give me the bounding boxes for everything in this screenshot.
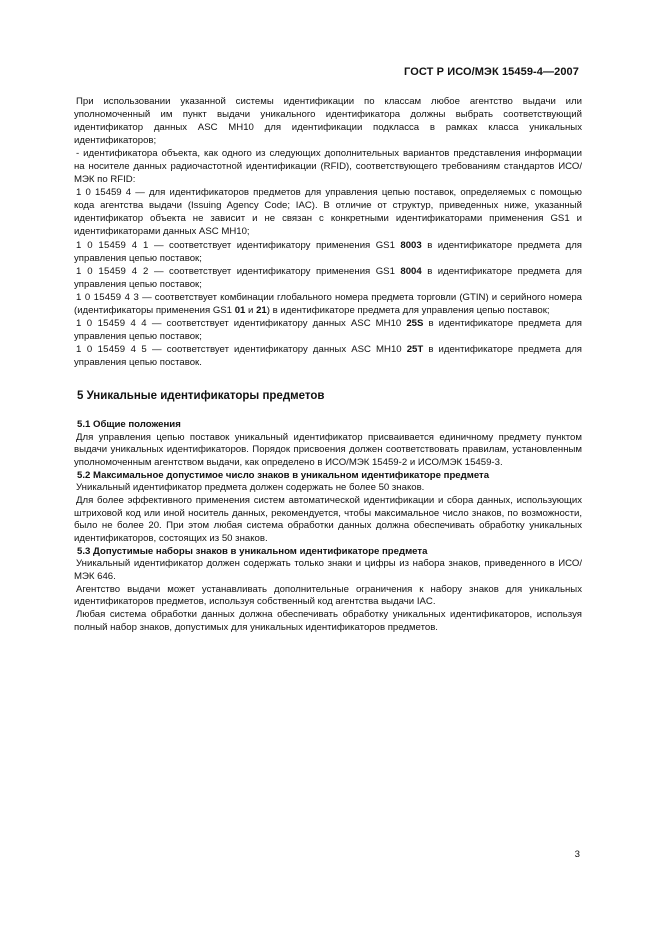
paragraph: При использовании указанной системы идентификации по классам любое агентство выдачи или уполномоченный им пункт выдачи уникального идентификатора должны выбрать соответствующий идентификатор данных ASC MH10 для идентификации подкласса в рамках класса уникальных идентификаторов; xyxy=(74,96,582,147)
paragraph: - идентификатора объекта, как одного из следующих дополнительных вариантов представления информации на носителе данных радиочастотной идентификации (RFID), соответствующего требованиям стандартов ИСО/МЭК по RFID: xyxy=(74,148,582,186)
paragraph: 1 0 15459 4 — для идентификаторов предметов для управления цепью поставок, определяемых с помощью кода агентства выдачи (Issuing Agency Code; IAC). В отличие от структур, приведенных ниже, указанный идентификатор объекта не зависит и не связан с конкретными идентификаторами применения GS1 и идентификаторами данных ASC MH10; xyxy=(74,187,582,238)
page-number: 3 xyxy=(574,849,580,860)
oid-item: 1 0 15459 4 4 — соответствует идентификатору данных ASC MH10 25S в идентификаторе предмета для управления цепью поставок; xyxy=(74,317,583,342)
paragraph: Уникальный идентификатор предмета должен содержать не более 50 знаков. xyxy=(76,482,425,494)
subsection-title: 5.2 Максимальное допустимое число знаков в уникальном идентификаторе предмета xyxy=(77,469,490,481)
subsection-title: 5.1 Общие положения xyxy=(77,419,181,430)
paragraph: Для более эффективного применения систем автоматической идентификации и сбора данных, использующих штриховой код или иной носитель данных, рекомендуется, чтобы максимальное число знаков, по возможности, было не более 20. При этом любая система обработки данных должна обеспечивать обработку уникальных идентификаторов, состоящих из 50 знаков. xyxy=(74,494,582,544)
oid-item: 1 0 15459 4 5 — соответствует идентификатору данных ASC MH10 25T в идентификаторе предмета для управления цепью поставок. xyxy=(74,343,582,368)
paragraph: Для управления цепью поставок уникальный идентификатор присваивается единичному предмету пунктом выдачи уникальных идентификаторов. Порядок присвоения должен соответствовать правилам, установленным уполномоченным агентством выдачи, как определено в ИСО/МЭК 15459-2 и ИСО/МЭК 15459-3. xyxy=(74,431,582,468)
section5-body xyxy=(74,419,582,634)
oid-item: 1 0 15459 4 3 — соответствует комбинации глобального номера предмета торговли (GTIN) и серийного номера (идентификаторы применения GS1 01 и 21) в идентификаторе предмета для управления цепью поставок; xyxy=(74,291,582,316)
paragraph: Агентство выдачи может устанавливать дополнительные ограничения к набору знаков для уникальных идентификаторов предметов, используя собственный код агентства выдачи IAC. xyxy=(74,583,582,608)
oid-item: 1 0 15459 4 2 — соответствует идентификатору применения GS1 8004 в идентификаторе предмета для управления цепью поставок; xyxy=(74,265,582,290)
document-header: ГОСТ Р ИСО/МЭК 15459-4—2007 xyxy=(404,66,579,78)
oid-item: 1 0 15459 4 1 — соответствует идентификатору применения GS1 8003 в идентификаторе предмета для управления цепью поставок; xyxy=(74,239,582,264)
intro-block xyxy=(74,95,582,369)
paragraph: Любая система обработки данных должна обеспечивать обработку уникальных идентификаторов, используя полный набор знаков, допустимых для уникальных идентификаторов предметов. xyxy=(74,608,582,633)
paragraph: Уникальный идентификатор должен содержать только знаки и цифры из набора знаков, приведенного в ИСО/МЭК 646. xyxy=(74,558,582,582)
subsection-title: 5.3 Допустимые наборы знаков в уникальном идентификаторе предмета xyxy=(77,545,428,557)
section-heading: 5 Уникальные идентификаторы предметов xyxy=(77,390,325,402)
